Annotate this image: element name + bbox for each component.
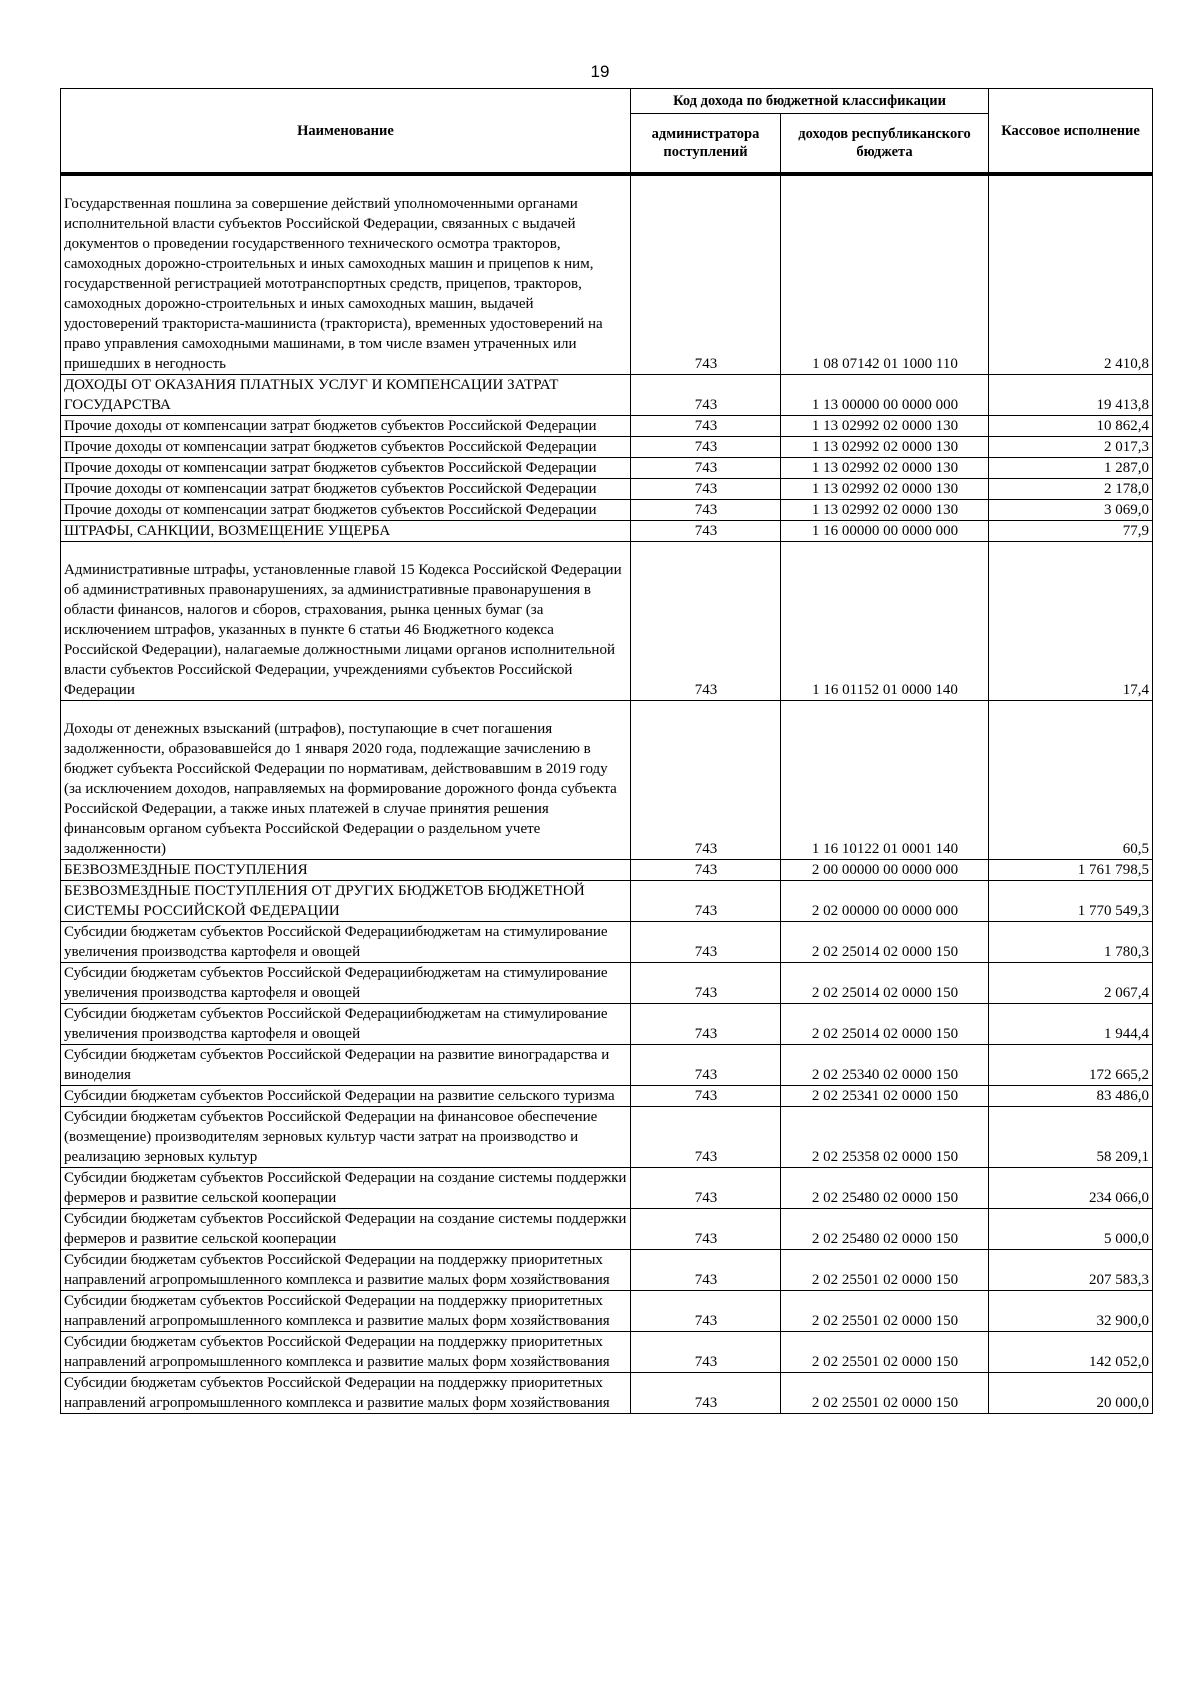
row-sum-cell: 2 410,8 — [989, 174, 1153, 375]
row-sum-cell: 1 770 549,3 — [989, 881, 1153, 922]
row-code-cell: 2 00 00000 00 0000 000 — [781, 860, 989, 881]
row-sum-cell: 207 583,3 — [989, 1250, 1153, 1291]
row-name-cell: Субсидии бюджетам субъектов Российской Федерации на финансовое обеспечение (возмещение) производителям зерновых культур части затрат на производство и реализацию зерновых культур — [61, 1107, 631, 1168]
row-admin-cell: 743 — [631, 458, 781, 479]
row-admin-cell: 743 — [631, 479, 781, 500]
row-sum-cell: 60,5 — [989, 701, 1153, 860]
table-row — [61, 375, 1153, 416]
table-row — [61, 922, 1153, 963]
row-sum-cell: 2 178,0 — [989, 479, 1153, 500]
row-name-cell: БЕЗВОЗМЕЗДНЫЕ ПОСТУПЛЕНИЯ — [61, 860, 631, 881]
row-admin-cell: 743 — [631, 1373, 781, 1414]
row-name-cell: Субсидии бюджетам субъектов Российской Федерации на поддержку приоритетных направлений агропромышленного комплекса и развитие малых форм хозяйствования — [61, 1291, 631, 1332]
row-admin-cell: 743 — [631, 416, 781, 437]
budget-table — [60, 88, 1153, 1414]
table-row — [61, 1250, 1153, 1291]
row-code-cell: 1 13 02992 02 0000 130 — [781, 437, 989, 458]
header-admin: администратора поступлений — [631, 114, 781, 175]
row-name-cell: Прочие доходы от компенсации затрат бюджетов субъектов Российской Федерации — [61, 437, 631, 458]
row-code-cell: 2 02 25501 02 0000 150 — [781, 1373, 989, 1414]
row-admin-cell: 743 — [631, 881, 781, 922]
row-sum-cell: 3 069,0 — [989, 500, 1153, 521]
row-name-cell: Субсидии бюджетам субъектов Российской Федерации на развитие сельского туризма — [61, 1086, 631, 1107]
row-admin-cell: 743 — [631, 922, 781, 963]
table-row — [61, 500, 1153, 521]
table-row — [61, 437, 1153, 458]
row-name-cell: БЕЗВОЗМЕЗДНЫЕ ПОСТУПЛЕНИЯ ОТ ДРУГИХ БЮДЖЕТОВ БЮДЖЕТНОЙ СИСТЕМЫ РОССИЙСКОЙ ФЕДЕРАЦИИ — [61, 881, 631, 922]
row-name-cell: Субсидии бюджетам субъектов Российской Федерации на развитие виноградарства и виноделия — [61, 1045, 631, 1086]
table-row — [61, 1373, 1153, 1414]
row-admin-cell: 743 — [631, 860, 781, 881]
row-name-cell: Прочие доходы от компенсации затрат бюджетов субъектов Российской Федерации — [61, 458, 631, 479]
row-code-cell: 1 13 02992 02 0000 130 — [781, 458, 989, 479]
row-name-cell: Субсидии бюджетам субъектов Российской Федерациибюджетам на стимулирование увеличения производства картофеля и овощей — [61, 922, 631, 963]
row-sum-cell: 1 944,4 — [989, 1004, 1153, 1045]
table-row — [61, 1107, 1153, 1168]
row-name-cell: Прочие доходы от компенсации затрат бюджетов субъектов Российской Федерации — [61, 500, 631, 521]
row-code-cell: 2 02 25014 02 0000 150 — [781, 963, 989, 1004]
row-name-cell: Доходы от денежных взысканий (штрафов), поступающие в счет погашения задолженности, образовавшейся до 1 января 2020 года, подлежащие зачислению в бюджет субъекта Российской Федерации по нормативам, действовавшим в 2019 году (за исключением доходов, направляемых на формирование дорожного фонда субъекта Российской Федерации, а также иных платежей в случае принятия решения финансовым органом субъекта Российской Федерации о раздельном учете задолженности) — [61, 701, 631, 860]
row-code-cell: 2 02 25480 02 0000 150 — [781, 1168, 989, 1209]
row-code-cell: 1 13 02992 02 0000 130 — [781, 500, 989, 521]
header-income: доходов республиканского бюджета — [781, 114, 989, 175]
table-row — [61, 1168, 1153, 1209]
row-sum-cell: 1 287,0 — [989, 458, 1153, 479]
row-admin-cell: 743 — [631, 1004, 781, 1045]
row-admin-cell: 743 — [631, 1291, 781, 1332]
row-code-cell: 2 02 25358 02 0000 150 — [781, 1107, 989, 1168]
row-admin-cell: 743 — [631, 521, 781, 542]
row-code-cell: 1 13 02992 02 0000 130 — [781, 479, 989, 500]
row-sum-cell: 1 780,3 — [989, 922, 1153, 963]
row-admin-cell: 743 — [631, 1086, 781, 1107]
row-sum-cell: 1 761 798,5 — [989, 860, 1153, 881]
table-row — [61, 416, 1153, 437]
row-name-cell: Субсидии бюджетам субъектов Российской Федерации на поддержку приоритетных направлений агропромышленного комплекса и развитие малых форм хозяйствования — [61, 1332, 631, 1373]
table-row — [61, 1332, 1153, 1373]
row-code-cell: 2 02 25501 02 0000 150 — [781, 1291, 989, 1332]
header-code-group: Код дохода по бюджетной классификации — [631, 89, 989, 114]
table-row — [61, 1004, 1153, 1045]
row-admin-cell: 743 — [631, 1209, 781, 1250]
row-code-cell: 2 02 25014 02 0000 150 — [781, 1004, 989, 1045]
row-code-cell: 2 02 25480 02 0000 150 — [781, 1209, 989, 1250]
row-name-cell: Субсидии бюджетам субъектов Российской Федерации на создание системы поддержки фермеров и развитие сельской кооперации — [61, 1168, 631, 1209]
row-admin-cell: 743 — [631, 1250, 781, 1291]
row-code-cell: 1 16 10122 01 0001 140 — [781, 701, 989, 860]
row-admin-cell: 743 — [631, 1168, 781, 1209]
row-code-cell: 1 16 01152 01 0000 140 — [781, 542, 989, 701]
row-sum-cell: 10 862,4 — [989, 416, 1153, 437]
table-row — [61, 174, 1153, 375]
row-name-cell: ДОХОДЫ ОТ ОКАЗАНИЯ ПЛАТНЫХ УСЛУГ И КОМПЕНСАЦИИ ЗАТРАТ ГОСУДАРСТВА — [61, 375, 631, 416]
row-code-cell: 2 02 25340 02 0000 150 — [781, 1045, 989, 1086]
row-admin-cell: 743 — [631, 174, 781, 375]
row-admin-cell: 743 — [631, 500, 781, 521]
table-row — [61, 1291, 1153, 1332]
header-execution: Кассовое исполнение — [989, 89, 1153, 175]
row-sum-cell: 83 486,0 — [989, 1086, 1153, 1107]
row-admin-cell: 743 — [631, 701, 781, 860]
row-code-cell: 2 02 25341 02 0000 150 — [781, 1086, 989, 1107]
row-sum-cell: 2 017,3 — [989, 437, 1153, 458]
row-code-cell: 1 16 00000 00 0000 000 — [781, 521, 989, 542]
row-sum-cell: 20 000,0 — [989, 1373, 1153, 1414]
row-code-cell: 1 13 00000 00 0000 000 — [781, 375, 989, 416]
row-name-cell: Субсидии бюджетам субъектов Российской Федерациибюджетам на стимулирование увеличения производства картофеля и овощей — [61, 1004, 631, 1045]
row-code-cell: 1 08 07142 01 1000 110 — [781, 174, 989, 375]
row-admin-cell: 743 — [631, 1332, 781, 1373]
table-row — [61, 458, 1153, 479]
table-row — [61, 860, 1153, 881]
row-code-cell: 2 02 25014 02 0000 150 — [781, 922, 989, 963]
table-row — [61, 521, 1153, 542]
row-admin-cell: 743 — [631, 1045, 781, 1086]
row-sum-cell: 58 209,1 — [989, 1107, 1153, 1168]
row-sum-cell: 234 066,0 — [989, 1168, 1153, 1209]
row-name-cell: Субсидии бюджетам субъектов Российской Федерации на поддержку приоритетных направлений агропромышленного комплекса и развитие малых форм хозяйствования — [61, 1250, 631, 1291]
row-name-cell: Государственная пошлина за совершение действий уполномоченными органами исполнительной власти субъектов Российской Федерации, связанных с выдачей документов о проведении государственного технического осмотра тракторов, самоходных дорожно-строительных и иных самоходных машин и прицепов к ним, государственной регистрацией мототранспортных средств, прицепов, тракторов, самоходных дорожно-строительных и иных самоходных машин, выдачей удостоверений тракториста-машиниста (тракториста), временных удостоверений на право управления самоходными машинами, в том числе взамен утраченных или пришедших в негодность — [61, 174, 631, 375]
row-sum-cell: 2 067,4 — [989, 963, 1153, 1004]
row-sum-cell: 172 665,2 — [989, 1045, 1153, 1086]
row-sum-cell: 17,4 — [989, 542, 1153, 701]
row-name-cell: Субсидии бюджетам субъектов Российской Федерациибюджетам на стимулирование увеличения производства картофеля и овощей — [61, 963, 631, 1004]
row-admin-cell: 743 — [631, 437, 781, 458]
table-row — [61, 881, 1153, 922]
table-row — [61, 1045, 1153, 1086]
row-admin-cell: 743 — [631, 375, 781, 416]
row-name-cell: Прочие доходы от компенсации затрат бюджетов субъектов Российской Федерации — [61, 416, 631, 437]
row-name-cell: Прочие доходы от компенсации затрат бюджетов субъектов Российской Федерации — [61, 479, 631, 500]
row-sum-cell: 32 900,0 — [989, 1291, 1153, 1332]
table-row — [61, 1086, 1153, 1107]
row-name-cell: Субсидии бюджетам субъектов Российской Федерации на создание системы поддержки фермеров и развитие сельской кооперации — [61, 1209, 631, 1250]
row-admin-cell: 743 — [631, 542, 781, 701]
row-sum-cell: 5 000,0 — [989, 1209, 1153, 1250]
row-admin-cell: 743 — [631, 963, 781, 1004]
header-name: Наименование — [61, 89, 631, 175]
row-code-cell: 2 02 25501 02 0000 150 — [781, 1250, 989, 1291]
row-sum-cell: 19 413,8 — [989, 375, 1153, 416]
table-row — [61, 479, 1153, 500]
row-admin-cell: 743 — [631, 1107, 781, 1168]
table-row — [61, 963, 1153, 1004]
table-row — [61, 1209, 1153, 1250]
row-name-cell: ШТРАФЫ, САНКЦИИ, ВОЗМЕЩЕНИЕ УЩЕРБА — [61, 521, 631, 542]
table-row — [61, 542, 1153, 701]
row-code-cell: 2 02 00000 00 0000 000 — [781, 881, 989, 922]
row-name-cell: Субсидии бюджетам субъектов Российской Федерации на поддержку приоритетных направлений агропромышленного комплекса и развитие малых форм хозяйствования — [61, 1373, 631, 1414]
row-sum-cell: 77,9 — [989, 521, 1153, 542]
row-code-cell: 2 02 25501 02 0000 150 — [781, 1332, 989, 1373]
table-row — [61, 701, 1153, 860]
row-code-cell: 1 13 02992 02 0000 130 — [781, 416, 989, 437]
row-sum-cell: 142 052,0 — [989, 1332, 1153, 1373]
row-name-cell: Административные штрафы, установленные главой 15 Кодекса Российской Федерации об административных правонарушениях, за административные правонарушения в области финансов, налогов и сборов, страхования, рынка ценных бумаг (за исключением штрафов, указанных в пункте 6 статьи 46 Бюджетного кодекса Российской Федерации), налагаемые должностными лицами органов исполнительной власти субъектов Российской Федерации, учреждениями субъектов Российской Федерации — [61, 542, 631, 701]
page-number: 19 — [590, 62, 610, 81]
